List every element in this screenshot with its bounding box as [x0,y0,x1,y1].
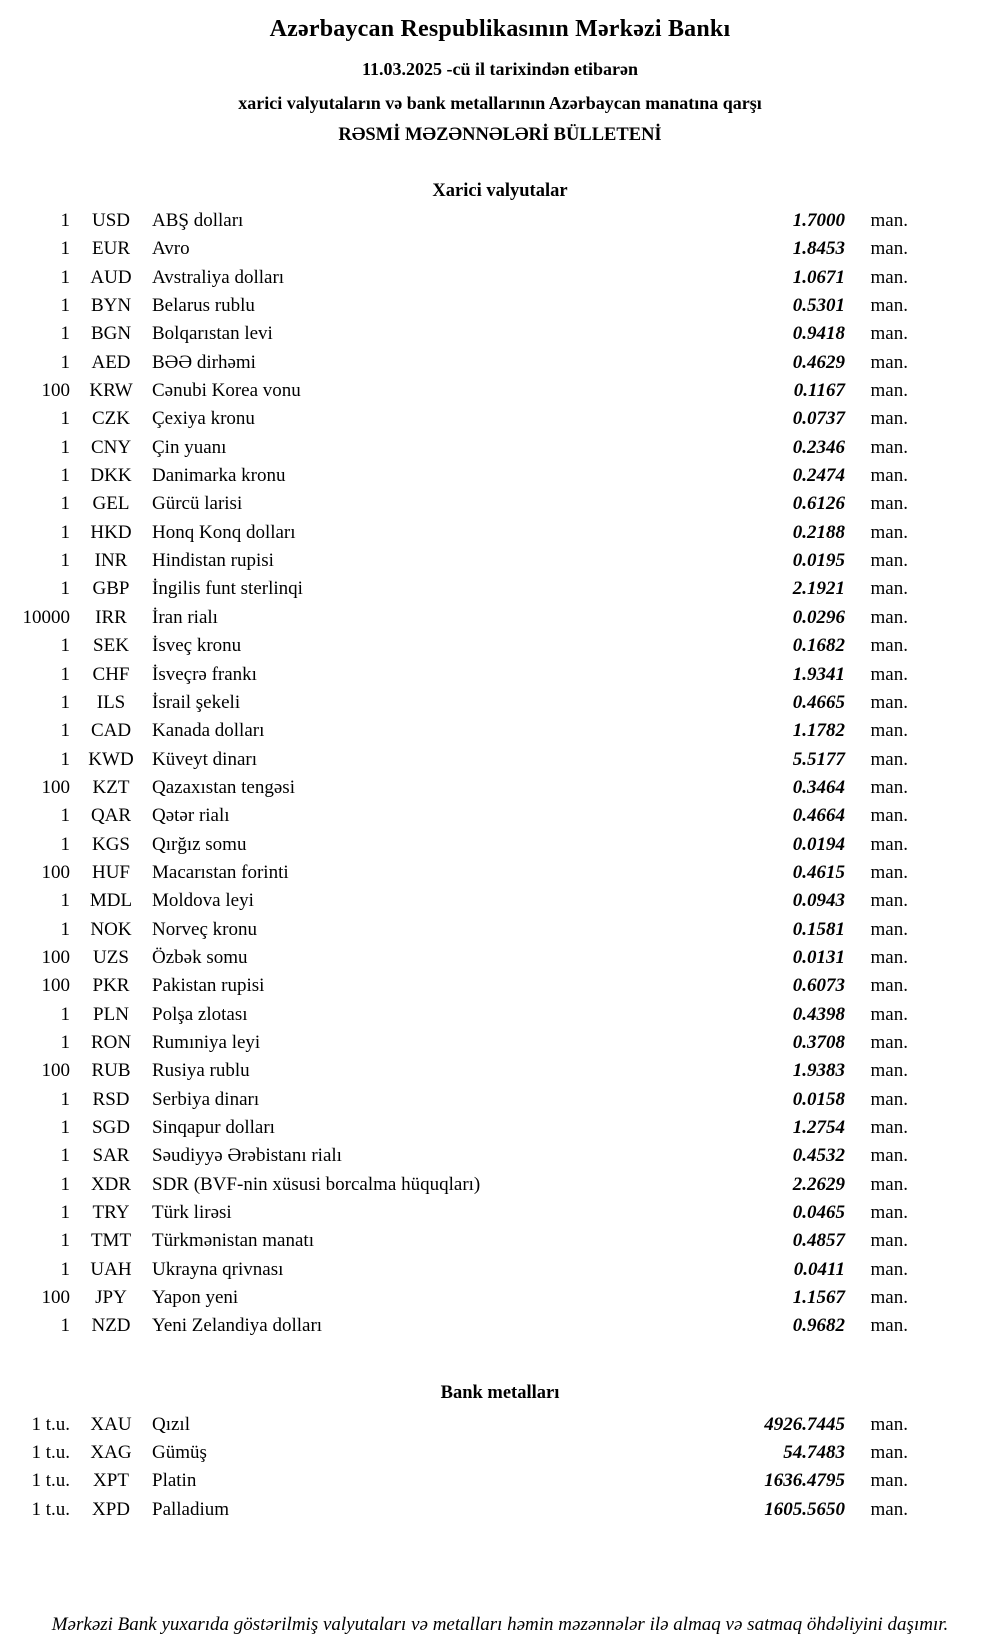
currency-name-cell: İsveç kronu [152,635,242,657]
currency-row [0,207,1000,235]
currency-name-cell: İngilis funt sterlinqi [152,578,303,600]
unit-label-cell: man. [870,1230,908,1252]
currency-code-cell: CAD [90,720,132,742]
metal-code-cell: XPT [93,1470,129,1492]
unit-label-cell: man. [870,776,908,798]
metals-section-title: Bank metalları [440,1382,560,1403]
bulletin-subtitle: xarici valyutaların və bank metallarının Azərbaycan manatına qarşı [238,93,762,113]
quantity-cell: 1 [60,578,70,600]
quantity-cell: 1 [60,465,70,487]
currency-code-cell: NOK [90,918,132,940]
exchange-rate-cell: 0.4629 [792,351,845,373]
currency-row [0,802,1000,830]
exchange-rate-cell: 0.4398 [792,1003,845,1025]
unit-label-cell: man. [870,578,908,600]
currency-name-cell: SDR (BVF-nin xüsusi borcalma hüquqları) [152,1173,481,1195]
currency-code-cell: MDL [89,890,133,912]
currency-code-cell: DKK [90,465,132,487]
currency-row [0,746,1000,774]
disclaimer-text: Mərkəzi Bank yuxarıda göstərilmiş valyutaları və metalları həmin məzənnələr ilə almaq və satmaq öhdəliyini daşımır. [51,1614,949,1636]
currency-code-cell: KRW [89,380,133,402]
currency-name-cell: Çexiya kronu [152,408,255,430]
quantity-cell: 1 [60,691,70,713]
exchange-rate-cell: 0.2346 [792,436,845,458]
exchange-rate-cell: 0.1682 [792,635,845,657]
currency-row [0,661,1000,689]
currency-row [0,972,1000,1000]
currency-name-cell: Qətər rialı [152,805,230,827]
currency-code-cell: GBP [92,578,130,600]
currency-name-cell: Türk lirəsi [152,1202,232,1224]
currency-name-cell: Türkmənistan manatı [152,1230,314,1252]
exchange-rate-cell: 0.6073 [792,975,845,997]
quantity-cell: 1 [60,720,70,742]
metal-rate-cell: 1636.4795 [764,1470,845,1492]
quantity-cell: 1 [60,493,70,515]
metal-row [0,1467,1000,1495]
bank-title: Azərbaycan Respublikasının Mərkəzi Bankı [269,16,731,42]
quantity-cell: 1 [60,1315,70,1337]
unit-label-cell: man. [870,691,908,713]
quantity-cell: 1 [60,210,70,231]
currency-name-cell: Moldova leyi [152,890,254,912]
currency-code-cell: JPY [95,1287,127,1309]
currency-row [0,604,1000,632]
quantity-cell: 100 [41,861,70,883]
exchange-rate-cell: 2.2629 [792,1173,845,1195]
unit-label-cell: man. [870,266,908,288]
exchange-rate-cell: 1.9341 [792,663,845,685]
currency-name-cell: İsrail şekeli [152,691,241,713]
currency-name-cell: Cənubi Korea vonu [152,380,301,402]
quantity-cell: 1 [60,1258,70,1280]
currency-row [0,1142,1000,1170]
unit-label-cell: man. [870,663,908,685]
currency-name-cell: Rusiya rublu [152,1060,250,1082]
unit-label-cell: man. [870,918,908,940]
metal-rate-cell: 54.7483 [783,1442,845,1464]
currency-code-cell: RUB [91,1060,131,1082]
currency-row [0,1312,1000,1340]
quantity-cell: 1 [60,408,70,430]
currency-row [0,490,1000,518]
quantity-cell: 1 [60,805,70,827]
currency-name-cell: Qırğız somu [152,833,247,855]
currency-row [0,1086,1000,1114]
unit-label-cell: man. [870,975,908,997]
currency-row [0,831,1000,859]
unit-label-cell: man. [870,635,908,657]
currency-code-cell: AED [91,351,131,373]
unit-label-cell: man. [870,1315,908,1337]
unit-label-cell: man. [870,550,908,572]
quantity-cell: 1 [60,1003,70,1025]
exchange-rate-cell: 0.9682 [792,1315,845,1337]
quantity-cell: 1 [60,1202,70,1224]
unit-label-cell: man. [870,720,908,742]
quantity-cell: 1 t.u. [31,1442,70,1464]
unit-label-cell: man. [870,1498,908,1520]
metal-row [0,1411,1000,1439]
currency-code-cell: PKR [92,975,130,997]
currency-name-cell: BƏƏ dirhəmi [152,351,256,373]
unit-label-cell: man. [870,295,908,317]
metal-row [0,1496,1000,1524]
currency-name-cell: Gürcü larisi [152,493,243,515]
currency-code-cell: QAR [90,805,132,827]
currency-name-cell: Küveyt dinarı [152,748,258,770]
exchange-rate-cell: 0.0737 [792,408,845,430]
currency-row [0,519,1000,547]
currency-row [0,1001,1000,1029]
quantity-cell: 1 t.u. [31,1413,70,1435]
unit-label-cell: man. [870,861,908,883]
currency-row [0,264,1000,292]
currency-code-cell: CHF [92,663,130,685]
exchange-rate-cell: 0.6126 [792,493,845,515]
currency-code-cell: PLN [93,1003,129,1025]
currency-code-cell: XDR [90,1173,132,1195]
unit-label-cell: man. [870,1173,908,1195]
unit-label-cell: man. [870,351,908,373]
unit-label-cell: man. [870,1145,908,1167]
metal-code-cell: XAU [90,1413,132,1435]
currency-code-cell: BYN [90,295,132,317]
currencies-section-title: Xarici valyutalar [432,181,568,201]
metals-table [0,1411,1000,1524]
exchange-rate-cell: 0.0194 [792,833,845,855]
currency-name-cell: Hindistan rupisi [152,550,274,572]
currency-code-cell: BGN [90,323,132,345]
currency-code-cell: CNY [90,436,132,458]
unit-label-cell: man. [870,1258,908,1280]
currency-name-cell: Yeni Zelandiya dolları [152,1315,323,1337]
unit-label-cell: man. [870,465,908,487]
unit-label-cell: man. [870,1442,908,1464]
quantity-cell: 1 [60,295,70,317]
quantity-cell: 1 t.u. [31,1498,70,1520]
currency-name-cell: ABŞ dolları [152,210,244,231]
currency-name-cell: Avro [152,238,190,260]
unit-label-cell: man. [870,408,908,430]
currency-row [0,462,1000,490]
currency-row [0,349,1000,377]
unit-label-cell: man. [870,946,908,968]
currency-row [0,1284,1000,1312]
metal-name-cell: Qızıl [152,1413,190,1435]
currency-code-cell: UZS [93,946,129,968]
quantity-cell: 100 [41,380,70,402]
quantity-cell: 1 [60,833,70,855]
quantity-cell: 100 [41,1287,70,1309]
currency-row [0,1199,1000,1227]
quantity-cell: 100 [41,1060,70,1082]
exchange-rate-cell: 0.9418 [792,323,845,345]
unit-label-cell: man. [870,1470,908,1492]
unit-label-cell: man. [870,380,908,402]
exchange-rate-cell: 1.0671 [792,266,845,288]
quantity-cell: 1 [60,1145,70,1167]
quantity-cell: 100 [41,776,70,798]
unit-label-cell: man. [870,1088,908,1110]
exchange-rate-cell: 0.4857 [792,1230,845,1252]
exchange-rate-cell: 0.4665 [792,691,845,713]
currency-name-cell: Polşa zlotası [152,1003,248,1025]
metal-rate-cell: 1605.5650 [764,1498,845,1520]
currency-row [0,320,1000,348]
currency-name-cell: Norveç kronu [152,918,257,940]
exchange-rate-cell: 1.9383 [792,1060,845,1082]
quantity-cell: 1 [60,918,70,940]
exchange-rate-cell: 0.0411 [793,1258,845,1280]
quantity-cell: 1 [60,238,70,260]
exchange-rate-cell: 1.7000 [792,210,845,231]
metal-name-cell: Palladium [152,1498,230,1520]
exchange-rate-cell: 0.4664 [792,805,845,827]
currency-row [0,944,1000,972]
exchange-rate-cell: 0.1167 [793,380,845,402]
currency-name-cell: Qazaxıstan tengəsi [152,776,295,798]
currency-code-cell: SEK [93,635,129,657]
metal-code-cell: XAG [90,1442,132,1464]
currency-code-cell: SAR [92,1145,130,1167]
currency-code-cell: IRR [95,606,127,628]
unit-label-cell: man. [870,521,908,543]
currency-row [0,887,1000,915]
unit-label-cell: man. [870,606,908,628]
unit-label-cell: man. [870,1031,908,1053]
currency-name-cell: Danimarka kronu [152,465,286,487]
exchange-rate-cell: 5.5177 [792,748,845,770]
currency-code-cell: ILS [96,691,126,713]
exchange-rate-cell: 0.0158 [792,1088,845,1110]
currency-code-cell: KWD [88,748,134,770]
currency-name-cell: Avstraliya dolları [152,266,285,288]
exchange-rate-cell: 0.0131 [792,946,845,968]
currency-name-cell: İran rialı [152,606,218,628]
exchange-rate-cell: 0.4615 [792,861,845,883]
currency-code-cell: SGD [91,1117,130,1138]
currency-name-cell: Çin yuanı [152,436,227,458]
currency-name-cell: Yapon yeni [152,1287,239,1309]
currency-name-cell: Honq Konq dolları [152,521,296,543]
currency-name-cell: Sinqapur dolları [152,1117,275,1138]
exchange-rate-cell: 0.0465 [792,1202,845,1224]
currency-code-cell: NZD [91,1315,131,1337]
currency-name-cell: İsveçrə frankı [152,663,257,685]
currency-row [0,292,1000,320]
unit-label-cell: man. [870,1413,908,1435]
unit-label-cell: man. [870,1117,908,1138]
currency-code-cell: USD [91,210,130,231]
bulletin-heading: RƏSMİ MƏZƏNNƏLƏRİ BÜLLETENİ [338,125,662,145]
currency-code-cell: TRY [92,1202,130,1224]
unit-label-cell: man. [870,323,908,345]
unit-label-cell: man. [870,890,908,912]
quantity-cell: 1 [60,351,70,373]
currency-row [0,1057,1000,1085]
unit-label-cell: man. [870,805,908,827]
currency-row [0,1171,1000,1199]
quantity-cell: 1 [60,323,70,345]
currency-code-cell: TMT [90,1230,132,1252]
unit-label-cell: man. [870,833,908,855]
currency-row [0,547,1000,575]
currency-row [0,405,1000,433]
exchange-rate-cell: 1.8453 [792,238,845,260]
unit-label-cell: man. [870,1287,908,1309]
currency-name-cell: Rumıniya leyi [152,1031,261,1053]
effective-date-line: 11.03.2025 -cü il tarixindən etibarən [362,59,638,79]
currency-row [0,717,1000,745]
currency-code-cell: CZK [92,408,130,430]
unit-label-cell: man. [870,436,908,458]
unit-label-cell: man. [870,238,908,260]
quantity-cell: 1 [60,436,70,458]
exchange-rate-cell: 0.0296 [792,606,845,628]
currency-code-cell: RON [90,1031,132,1053]
currency-code-cell: KGS [91,833,130,855]
currency-name-cell: Özbək somu [152,946,248,968]
metal-name-cell: Platin [152,1470,197,1492]
metal-row [0,1439,1000,1467]
currency-name-cell: Bolqarıstan levi [152,323,273,345]
currency-row [0,1114,1000,1142]
exchange-rate-cell: 0.3464 [792,776,845,798]
currency-name-cell: Səudiyyə Ərəbistanı rialı [152,1145,342,1167]
quantity-cell: 1 [60,890,70,912]
exchange-rate-cell: 0.4532 [792,1145,845,1167]
metal-name-cell: Gümüş [152,1442,207,1464]
exchange-rate-cell: 0.1581 [792,918,845,940]
currency-row [0,377,1000,405]
quantity-cell: 1 [60,550,70,572]
exchange-rate-cell: 0.0195 [792,550,845,572]
currency-row [0,916,1000,944]
metal-rate-cell: 4926.7445 [764,1413,845,1435]
quantity-cell: 1 t.u. [31,1470,70,1492]
quantity-cell: 1 [60,748,70,770]
exchange-rate-cell: 0.3708 [792,1031,845,1053]
unit-label-cell: man. [870,1003,908,1025]
quantity-cell: 100 [41,975,70,997]
quantity-cell: 1 [60,1230,70,1252]
currency-row [0,235,1000,263]
exchange-rate-cell: 0.5301 [792,295,845,317]
exchange-rate-cell: 1.1567 [792,1287,845,1309]
quantity-cell: 10000 [22,606,70,628]
quantity-cell: 1 [60,266,70,288]
currency-row [0,1227,1000,1255]
quantity-cell: 1 [60,1117,70,1138]
quantity-cell: 1 [60,1088,70,1110]
quantity-cell: 1 [60,1173,70,1195]
currency-code-cell: HKD [90,521,132,543]
currency-code-cell: UAH [90,1258,132,1280]
currency-code-cell: EUR [92,238,130,260]
currency-row [0,1029,1000,1057]
currency-name-cell: Pakistan rupisi [152,975,265,997]
unit-label-cell: man. [870,748,908,770]
exchange-rate-cell: 1.2754 [792,1117,845,1138]
currency-row [0,434,1000,462]
quantity-cell: 1 [60,663,70,685]
currencies-table [0,207,1000,1341]
currency-name-cell: Kanada dolları [152,720,265,742]
currency-row [0,689,1000,717]
currency-code-cell: KZT [92,776,130,798]
metal-code-cell: XPD [91,1498,130,1520]
quantity-cell: 1 [60,1031,70,1053]
currency-row [0,774,1000,802]
currency-row [0,859,1000,887]
unit-label-cell: man. [870,210,908,231]
currency-code-cell: AUD [90,266,132,288]
unit-label-cell: man. [870,1060,908,1082]
quantity-cell: 100 [41,946,70,968]
currency-name-cell: Ukrayna qrivnası [152,1258,284,1280]
currency-row [0,575,1000,603]
currency-code-cell: HUF [91,861,130,883]
exchange-rate-cell: 0.0943 [792,890,845,912]
currency-code-cell: INR [94,550,128,572]
quantity-cell: 1 [60,521,70,543]
currency-row [0,1256,1000,1284]
currency-code-cell: RSD [92,1088,130,1110]
currency-row [0,632,1000,660]
unit-label-cell: man. [870,1202,908,1224]
exchange-rate-cell: 0.2474 [792,465,845,487]
exchange-rate-cell: 0.2188 [792,521,845,543]
unit-label-cell: man. [870,493,908,515]
currency-code-cell: GEL [92,493,130,515]
currency-name-cell: Serbiya dinarı [152,1088,260,1110]
exchange-rate-cell: 2.1921 [792,578,845,600]
exchange-rate-cell: 1.1782 [792,720,845,742]
quantity-cell: 1 [60,635,70,657]
currency-name-cell: Belarus rublu [152,295,255,317]
currency-name-cell: Macarıstan forinti [152,861,289,883]
